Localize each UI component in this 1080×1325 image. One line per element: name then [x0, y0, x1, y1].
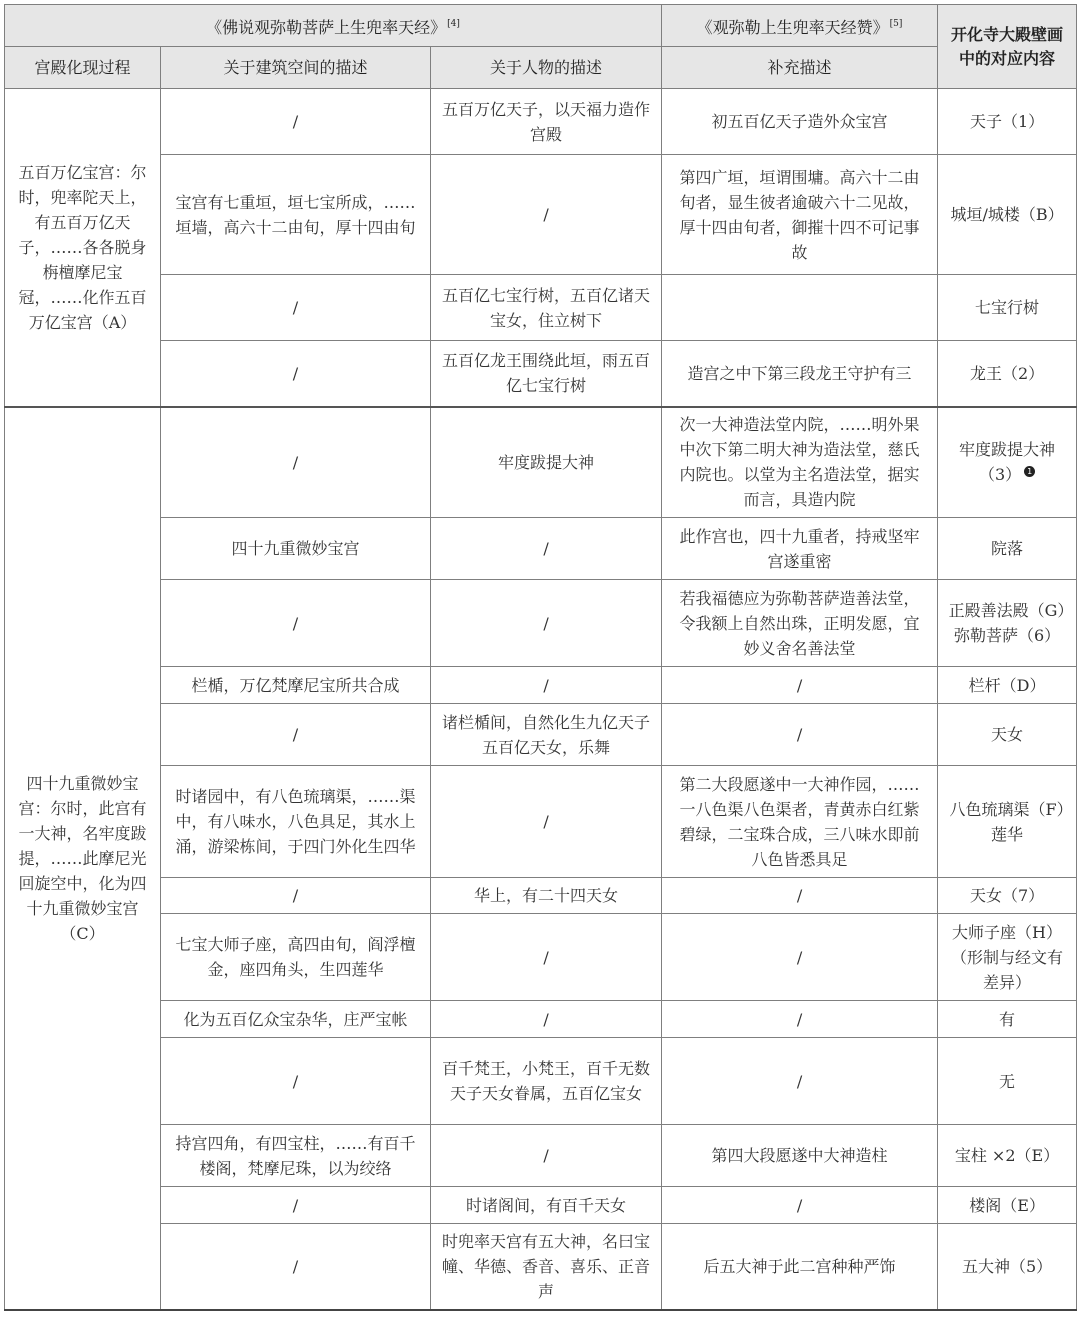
- supplement-cell: 第四大段愿遂中大神造柱: [662, 1125, 938, 1187]
- table-row: [5, 89, 1077, 155]
- architecture-cell: 持宫四角，有四宝柱，……有百千楼阁，梵摩尼珠，以为绞络: [161, 1125, 431, 1187]
- supplement-cell: 第四广垣，垣谓围墉。高六十二由旬者，显生彼者逾破六十二见故，厚十四由旬者，御摧十四不可记事故: [662, 155, 938, 275]
- mural-cell: 无: [938, 1038, 1077, 1125]
- table-row: [5, 1125, 1077, 1187]
- supplement-cell: 后五大神于此二宫种种严饰: [662, 1224, 938, 1310]
- mural-cell: 大师子座（H）（形制与经文有差异）: [938, 914, 1077, 1001]
- mural-cell: 院落: [938, 518, 1077, 580]
- reference-5: [5]: [889, 18, 903, 29]
- header-group-sutra-title: 《佛说观弥勒菩萨上生兜率天经》: [206, 17, 447, 37]
- table-row: [5, 275, 1077, 341]
- header-supplement: 补充描述: [662, 47, 938, 89]
- supplement-cell: /: [662, 1038, 938, 1125]
- architecture-cell: /: [161, 1187, 431, 1224]
- supplement-cell: [662, 275, 938, 341]
- mural-cell: [938, 407, 1077, 518]
- table-row: [5, 1224, 1077, 1310]
- process-cell-a: 五百万亿宝宫：尔时，兜率陀天上，有五百万亿天子，……各各脱身栴檀摩尼宝冠，……化作五百万亿宝宫（A）: [5, 89, 161, 407]
- people-cell: /: [431, 155, 662, 275]
- people-cell: /: [431, 1125, 662, 1187]
- table-row: [5, 1187, 1077, 1224]
- table-row: [5, 155, 1077, 275]
- supplement-cell: 初五百亿天子造外众宝宫: [662, 89, 938, 155]
- architecture-cell: /: [161, 407, 431, 518]
- footnote-marker: 1: [1024, 466, 1035, 477]
- header-mural-content: 开化寺大殿壁画中的对应内容: [938, 5, 1077, 89]
- supplement-cell: /: [662, 878, 938, 914]
- people-cell: /: [431, 580, 662, 667]
- process-cell-c: 四十九重微妙宝宫：尔时，此宫有一大神，名牢度跋提，……此摩尼光回旋空中，化为四十九重微妙宝宫（C）: [5, 407, 161, 1310]
- supplement-cell: 造宫之中下第三段龙王守护有三: [662, 341, 938, 407]
- people-cell: 诸栏楯间，自然化生九亿天子五百亿天女，乐舞: [431, 704, 662, 766]
- architecture-cell: /: [161, 1224, 431, 1310]
- architecture-cell: /: [161, 89, 431, 155]
- table-row: [5, 914, 1077, 1001]
- table-row: [5, 704, 1077, 766]
- supplement-cell: /: [662, 704, 938, 766]
- people-cell: /: [431, 1001, 662, 1038]
- table-row: [5, 407, 1077, 518]
- people-cell: 五百亿七宝行树，五百亿诸天宝女，住立树下: [431, 275, 662, 341]
- header-people: 关于人物的描述: [431, 47, 662, 89]
- mural-cell: 龙王（2）: [938, 341, 1077, 407]
- people-cell: /: [431, 914, 662, 1001]
- supplement-cell: 第二大段愿遂中一大神作园，……一八色渠八色渠者，青黄赤白红紫碧绿，二宝珠合成，三八味水即前八色皆悉具足: [662, 766, 938, 878]
- architecture-cell: 化为五百亿众宝杂华，庄严宝帐: [161, 1001, 431, 1038]
- header-process: 宫殿化现过程: [5, 47, 161, 89]
- people-cell: 时诸阁间，有百千天女: [431, 1187, 662, 1224]
- architecture-cell: 时诸园中，有八色琉璃渠，……渠中，有八味水，八色具足，其水上涌，游梁栋间，于四门外化生四华: [161, 766, 431, 878]
- mural-text: 牢度跋提大神（3）: [959, 440, 1056, 485]
- architecture-cell: 四十九重微妙宝宫: [161, 518, 431, 580]
- supplement-cell: /: [662, 1001, 938, 1038]
- people-cell: 五百万亿天子，以天福力造作宫殿: [431, 89, 662, 155]
- table-row: [5, 766, 1077, 878]
- mural-cell: 栏杆（D）: [938, 667, 1077, 704]
- architecture-cell: /: [161, 1038, 431, 1125]
- mural-cell: 五大神（5）: [938, 1224, 1077, 1310]
- header-row-groups: [5, 5, 1077, 47]
- header-architecture: 关于建筑空间的描述: [161, 47, 431, 89]
- header-group-sutra: [5, 5, 662, 47]
- header-group-commentary-title: 《观弥勒上生兜率天经赞》: [696, 17, 889, 37]
- mural-cell: 天女（7）: [938, 878, 1077, 914]
- mural-cell: 天女: [938, 704, 1077, 766]
- people-cell: 华上，有二十四天女: [431, 878, 662, 914]
- table-row: [5, 878, 1077, 914]
- supplement-cell: /: [662, 667, 938, 704]
- header-row-columns: [5, 47, 1077, 89]
- people-cell: 五百亿龙王围绕此垣，雨五百亿七宝行树: [431, 341, 662, 407]
- architecture-cell: 宝宫有七重垣，垣七宝所成，……垣墙，高六十二由旬，厚十四由旬: [161, 155, 431, 275]
- mural-cell: 正殿善法殿（G）弥勒菩萨（6）: [938, 580, 1077, 667]
- architecture-cell: /: [161, 704, 431, 766]
- mural-cell: 天子（1）: [938, 89, 1077, 155]
- architecture-cell: /: [161, 878, 431, 914]
- mural-cell: 城垣/城楼（B）: [938, 155, 1077, 275]
- reference-4: [4]: [447, 18, 460, 29]
- sutra-mural-comparison-table: [4, 4, 1077, 1311]
- table-row: [5, 518, 1077, 580]
- table-row: [5, 1038, 1077, 1125]
- mural-cell: 有: [938, 1001, 1077, 1038]
- people-cell: 时兜率天宫有五大神，名曰宝幢、华德、香音、喜乐、正音声: [431, 1224, 662, 1310]
- table-row: [5, 667, 1077, 704]
- mural-cell: 八色琉璃渠（F）莲华: [938, 766, 1077, 878]
- architecture-cell: 栏楯，万亿梵摩尼宝所共合成: [161, 667, 431, 704]
- architecture-cell: /: [161, 341, 431, 407]
- header-group-commentary: [662, 5, 938, 47]
- mural-cell: 七宝行树: [938, 275, 1077, 341]
- supplement-cell: 次一大神造法堂内院，……明外果中次下第二明大神为造法堂，慈氏内院也。以堂为主名造法堂，据实而言，具造内院: [662, 407, 938, 518]
- architecture-cell: /: [161, 580, 431, 667]
- supplement-cell: 若我福德应为弥勒菩萨造善法堂，令我额上自然出珠，正明发愿，宜妙义舍名善法堂: [662, 580, 938, 667]
- architecture-cell: /: [161, 275, 431, 341]
- table-row: [5, 1001, 1077, 1038]
- people-cell: 牢度跋提大神: [431, 407, 662, 518]
- supplement-cell: /: [662, 1187, 938, 1224]
- people-cell: /: [431, 766, 662, 878]
- supplement-cell: 此作宫也，四十九重者，持戒坚牢宫遂重密: [662, 518, 938, 580]
- people-cell: /: [431, 518, 662, 580]
- table-row: [5, 580, 1077, 667]
- architecture-cell: 七宝大师子座，高四由旬，阎浮檀金，座四角头，生四莲华: [161, 914, 431, 1001]
- people-cell: 百千梵王，小梵王，百千无数天子天女眷属，五百亿宝女: [431, 1038, 662, 1125]
- mural-cell: 楼阁（E）: [938, 1187, 1077, 1224]
- table-row: [5, 341, 1077, 407]
- people-cell: /: [431, 667, 662, 704]
- mural-cell: 宝柱 ×2（E）: [938, 1125, 1077, 1187]
- supplement-cell: /: [662, 914, 938, 1001]
